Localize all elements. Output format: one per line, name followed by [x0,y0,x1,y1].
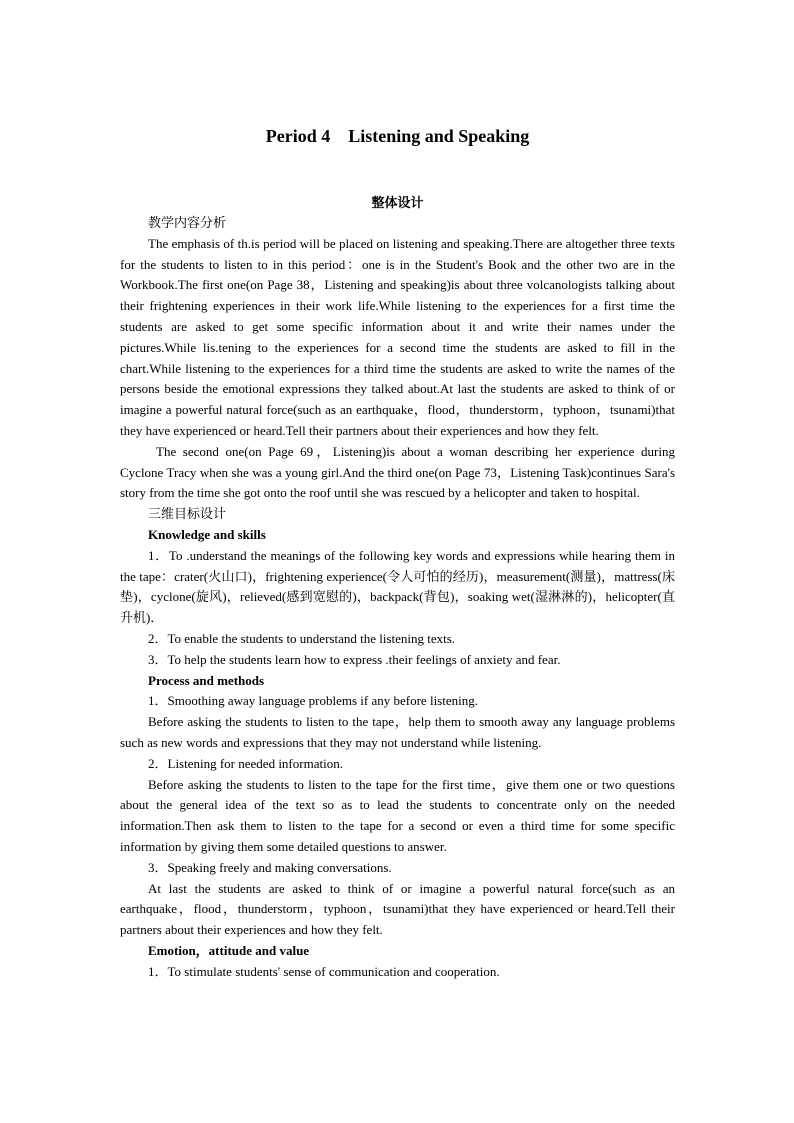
paragraph: 3．To help the students learn how to express .their feelings of anxiety and fear. [148,651,561,667]
paragraph: 3．Speaking freely and making conversations. [148,859,392,875]
paragraph: At last the students are asked to think of or imagine a powerful natural force(such as an earthquake，flood，thunderstorm，typhoon，tsunami)that they have experienced or heard.Tell their partners about their experiences and how they felt. [120,880,675,938]
paragraph: 1．To .understand the meanings of the following key words and expressions while hearing them in the tape：crater(火山口)，frightening experience(令人可怕的经历)，measurement(测量)，mattress(床垫)，cyclone(旋风)，relieved(感到宽慰的)，backpack(背包)，soaking wet(湿淋淋的)，helicopter(直升机)． [120,547,675,626]
paragraph: Before asking the students to listen to the tape，help them to smooth away any language problems such as new words and expressions that they may not understand while listening. [120,714,675,750]
section-title: 整体设计 [371,195,424,210]
section-heading: Knowledge and skills [148,526,266,542]
section-heading: Process and methods [148,672,265,688]
paragraph: The second one(on Page 69，Listening)is about a woman describing her experience during Cyclone Tracy when she was a young girl.And the third one(on Page 73，Listening Task)continues Sara's story from the time she got onto the roof until she was rescued by a helicopter and taken to hospital. [120,443,675,501]
section-heading: Emotion，attitude and value [148,942,310,958]
paragraph: 三维目标设计 [148,506,227,522]
paragraph: 教学内容分析 [148,215,227,230]
paragraph: Before asking the students to listen to the tape for the first time，give them one or two questions about the general idea of the text so as to lead the students to concentrate only on the needed information.Then ask them to listen to the tape for a second or even a third time for some specific information by giving them some detailed questions to answer. [120,776,675,854]
paragraph: 1．To stimulate students' sense of communication and cooperation. [148,963,500,979]
paragraph: The emphasis of th.is period will be placed on listening and speaking.There are altogether three texts for the students to listen to in this period：one is in the Student's Book and the other two are in the Workbook.The first one(on Page 38，Listening and speaking)is about three volcanologists talking about their frightening experiences in their work life.While listening to the experiences for a first time the students are asked to get some specific information about it and write their names under the pictures.While lis.tening to the experiences for a second time the students are asked to fill in the chart.While listening to the experiences for a third time the students are asked to write the names of the persons beside the emotional expressions they talked about.At last the students are asked to think of or imagine a powerful natural force(such as an earthquake，flood，thunderstorm，typhoon，tsunami)that they have experienced or heard.Tell their partners about their experiences and how they felt. [120,235,675,438]
document-body [120,213,675,982]
paragraph: 2．Listening for needed information. [148,755,343,771]
page-title: Period 4 Listening and Speaking [265,126,530,146]
paragraph: 2．To enable the students to understand the listening texts. [148,630,456,646]
paragraph: 1．Smoothing away language problems if any before listening. [148,693,478,709]
